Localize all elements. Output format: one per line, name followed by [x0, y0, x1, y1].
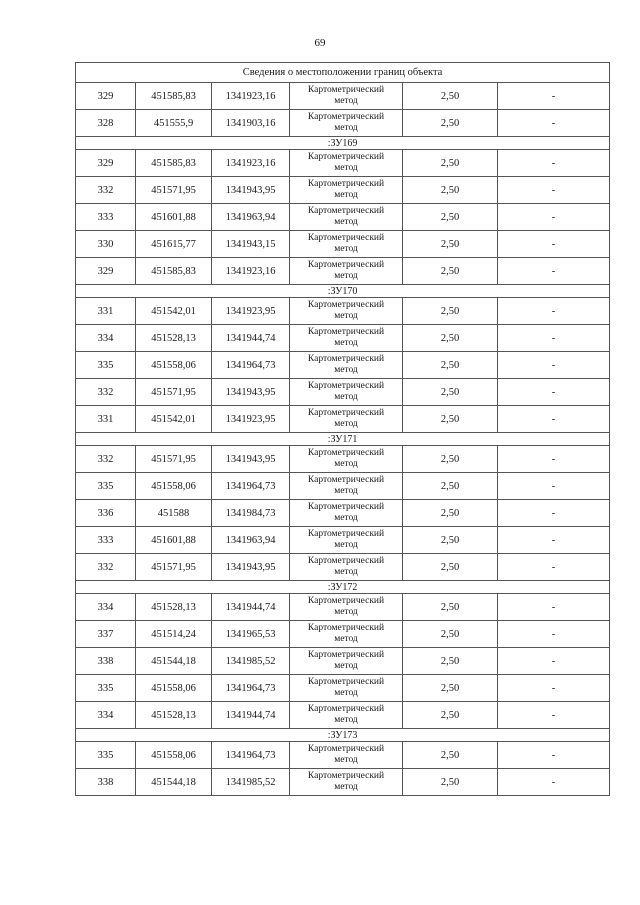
method-cell: [290, 258, 403, 285]
point-number-cell: 335: [76, 742, 136, 769]
point-number-cell: 335: [76, 473, 136, 500]
method-line-1: Картометрический: [307, 529, 385, 539]
table-row: [76, 648, 610, 675]
method-cell: [290, 110, 403, 137]
method-cell: [290, 406, 403, 433]
description-cell: -: [498, 702, 610, 729]
x-coordinate-cell: 451544,18: [136, 769, 212, 796]
y-coordinate-cell: 1341943,15: [212, 231, 290, 258]
description-cell: -: [498, 554, 610, 581]
y-coordinate-cell: 1341943,95: [212, 554, 290, 581]
y-coordinate-cell: 1341923,16: [212, 150, 290, 177]
section-label: :ЗУ171: [76, 433, 610, 446]
y-coordinate-cell: 1341923,16: [212, 258, 290, 285]
point-number-cell: 332: [76, 177, 136, 204]
point-number-cell: 329: [76, 83, 136, 110]
y-coordinate-cell: 1341964,73: [212, 352, 290, 379]
point-number-cell: 329: [76, 150, 136, 177]
description-cell: -: [498, 527, 610, 554]
section-label: :ЗУ170: [76, 285, 610, 298]
x-coordinate-cell: 451601,88: [136, 204, 212, 231]
method-line-2: метод: [334, 271, 358, 281]
method-line-1: Картометрический: [307, 704, 385, 714]
method-line-1: Картометрический: [307, 596, 385, 606]
method-line-1: Картометрический: [307, 556, 385, 566]
method-line-2: метод: [334, 163, 358, 173]
accuracy-cell: 2,50: [403, 769, 498, 796]
method-line-1: Картометрический: [307, 650, 385, 660]
accuracy-cell: 2,50: [403, 298, 498, 325]
x-coordinate-cell: 451528,13: [136, 325, 212, 352]
point-number-cell: 338: [76, 769, 136, 796]
accuracy-cell: 2,50: [403, 177, 498, 204]
method-cell: [290, 325, 403, 352]
point-number-cell: 331: [76, 406, 136, 433]
method-line-1: Картометрический: [307, 354, 385, 364]
description-cell: -: [498, 742, 610, 769]
y-coordinate-cell: 1341985,52: [212, 648, 290, 675]
accuracy-cell: 2,50: [403, 150, 498, 177]
description-cell: -: [498, 298, 610, 325]
method-cell: [290, 702, 403, 729]
x-coordinate-cell: 451588: [136, 500, 212, 527]
method-line-2: метод: [334, 311, 358, 321]
description-cell: -: [498, 621, 610, 648]
method-line-2: метод: [334, 755, 358, 765]
y-coordinate-cell: 1341985,52: [212, 769, 290, 796]
point-number-cell: 332: [76, 379, 136, 406]
method-line-2: метод: [334, 123, 358, 133]
table-row: [76, 621, 610, 648]
table-row: [76, 150, 610, 177]
description-cell: -: [498, 352, 610, 379]
table-row: [76, 379, 610, 406]
y-coordinate-cell: 1341963,94: [212, 204, 290, 231]
accuracy-cell: 2,50: [403, 675, 498, 702]
table-row: [76, 258, 610, 285]
method-cell: [290, 500, 403, 527]
method-line-1: Картометрический: [307, 179, 385, 189]
method-line-2: метод: [334, 688, 358, 698]
method-line-1: Картометрический: [307, 152, 385, 162]
y-coordinate-cell: 1341964,73: [212, 473, 290, 500]
description-cell: -: [498, 500, 610, 527]
table-row: [76, 473, 610, 500]
section-header-row: [76, 285, 610, 298]
method-line-2: метод: [334, 217, 358, 227]
x-coordinate-cell: 451528,13: [136, 702, 212, 729]
method-cell: [290, 742, 403, 769]
description-cell: -: [498, 648, 610, 675]
method-line-2: метод: [334, 190, 358, 200]
x-coordinate-cell: 451528,13: [136, 594, 212, 621]
method-cell: [290, 769, 403, 796]
y-coordinate-cell: 1341923,95: [212, 406, 290, 433]
description-cell: -: [498, 473, 610, 500]
point-number-cell: 335: [76, 352, 136, 379]
method-cell: [290, 231, 403, 258]
method-line-1: Картометрический: [307, 233, 385, 243]
point-number-cell: 334: [76, 702, 136, 729]
method-cell: [290, 621, 403, 648]
method-cell: [290, 177, 403, 204]
method-line-2: метод: [334, 634, 358, 644]
method-line-2: метод: [334, 419, 358, 429]
point-number-cell: 333: [76, 204, 136, 231]
accuracy-cell: 2,50: [403, 406, 498, 433]
x-coordinate-cell: 451558,06: [136, 742, 212, 769]
table-row: [76, 231, 610, 258]
table-row: [76, 352, 610, 379]
x-coordinate-cell: 451571,95: [136, 177, 212, 204]
method-line-2: метод: [334, 365, 358, 375]
table-row: [76, 325, 610, 352]
method-line-2: метод: [334, 782, 358, 792]
method-line-1: Картометрический: [307, 771, 385, 781]
accuracy-cell: 2,50: [403, 83, 498, 110]
method-cell: [290, 594, 403, 621]
point-number-cell: 333: [76, 527, 136, 554]
accuracy-cell: 2,50: [403, 648, 498, 675]
accuracy-cell: 2,50: [403, 204, 498, 231]
method-line-2: метод: [334, 607, 358, 617]
method-line-1: Картометрический: [307, 381, 385, 391]
y-coordinate-cell: 1341943,95: [212, 446, 290, 473]
y-coordinate-cell: 1341965,53: [212, 621, 290, 648]
point-number-cell: 334: [76, 325, 136, 352]
accuracy-cell: 2,50: [403, 446, 498, 473]
table-row: [76, 298, 610, 325]
accuracy-cell: 2,50: [403, 594, 498, 621]
point-number-cell: 330: [76, 231, 136, 258]
accuracy-cell: 2,50: [403, 473, 498, 500]
method-line-1: Картометрический: [307, 744, 385, 754]
method-line-2: метод: [334, 338, 358, 348]
method-line-1: Картометрический: [307, 448, 385, 458]
section-label: :ЗУ169: [76, 137, 610, 150]
method-cell: [290, 352, 403, 379]
method-cell: [290, 675, 403, 702]
y-coordinate-cell: 1341963,94: [212, 527, 290, 554]
description-cell: -: [498, 258, 610, 285]
section-header-row: [76, 433, 610, 446]
x-coordinate-cell: 451601,88: [136, 527, 212, 554]
point-number-cell: 331: [76, 298, 136, 325]
x-coordinate-cell: 451585,83: [136, 150, 212, 177]
table-title-row: [76, 63, 610, 83]
method-line-1: Картометрический: [307, 327, 385, 337]
description-cell: -: [498, 379, 610, 406]
point-number-cell: 334: [76, 594, 136, 621]
description-cell: -: [498, 231, 610, 258]
x-coordinate-cell: 451558,06: [136, 352, 212, 379]
table-title: Сведения о местоположении границ объекта: [76, 63, 610, 83]
x-coordinate-cell: 451544,18: [136, 648, 212, 675]
point-number-cell: 328: [76, 110, 136, 137]
table-row: [76, 769, 610, 796]
point-number-cell: 329: [76, 258, 136, 285]
point-number-cell: 337: [76, 621, 136, 648]
method-line-2: метод: [334, 459, 358, 469]
accuracy-cell: 2,50: [403, 231, 498, 258]
y-coordinate-cell: 1341944,74: [212, 594, 290, 621]
description-cell: -: [498, 594, 610, 621]
description-cell: -: [498, 675, 610, 702]
y-coordinate-cell: 1341923,16: [212, 83, 290, 110]
accuracy-cell: 2,50: [403, 702, 498, 729]
method-cell: [290, 648, 403, 675]
point-number-cell: 338: [76, 648, 136, 675]
method-cell: [290, 446, 403, 473]
x-coordinate-cell: 451555,9: [136, 110, 212, 137]
method-cell: [290, 473, 403, 500]
y-coordinate-cell: 1341944,74: [212, 325, 290, 352]
table-row: [76, 204, 610, 231]
table-row: [76, 110, 610, 137]
table-row: [76, 177, 610, 204]
section-label: :ЗУ172: [76, 581, 610, 594]
table-row: [76, 446, 610, 473]
method-line-1: Картометрический: [307, 475, 385, 485]
method-line-2: метод: [334, 567, 358, 577]
y-coordinate-cell: 1341943,95: [212, 379, 290, 406]
method-line-1: Картометрический: [307, 502, 385, 512]
description-cell: -: [498, 83, 610, 110]
section-header-row: [76, 581, 610, 594]
description-cell: -: [498, 150, 610, 177]
method-line-2: метод: [334, 96, 358, 106]
x-coordinate-cell: 451571,95: [136, 554, 212, 581]
x-coordinate-cell: 451585,83: [136, 258, 212, 285]
method-line-2: метод: [334, 486, 358, 496]
x-coordinate-cell: 451558,06: [136, 473, 212, 500]
method-line-1: Картометрический: [307, 85, 385, 95]
method-line-1: Картометрический: [307, 206, 385, 216]
section-header-row: [76, 729, 610, 742]
point-number-cell: 336: [76, 500, 136, 527]
method-cell: [290, 527, 403, 554]
table-row: [76, 594, 610, 621]
method-cell: [290, 379, 403, 406]
accuracy-cell: 2,50: [403, 621, 498, 648]
x-coordinate-cell: 451542,01: [136, 406, 212, 433]
method-cell: [290, 554, 403, 581]
accuracy-cell: 2,50: [403, 379, 498, 406]
table-row: [76, 702, 610, 729]
x-coordinate-cell: 451585,83: [136, 83, 212, 110]
point-number-cell: 335: [76, 675, 136, 702]
method-line-1: Картометрический: [307, 260, 385, 270]
method-line-2: метод: [334, 513, 358, 523]
table-row: [76, 675, 610, 702]
accuracy-cell: 2,50: [403, 352, 498, 379]
method-line-2: метод: [334, 244, 358, 254]
table-row: [76, 83, 610, 110]
description-cell: -: [498, 769, 610, 796]
point-number-cell: 332: [76, 554, 136, 581]
description-cell: -: [498, 204, 610, 231]
table-row: [76, 500, 610, 527]
x-coordinate-cell: 451615,77: [136, 231, 212, 258]
accuracy-cell: 2,50: [403, 527, 498, 554]
description-cell: -: [498, 177, 610, 204]
point-number-cell: 332: [76, 446, 136, 473]
method-cell: [290, 298, 403, 325]
page-number: 69: [314, 37, 326, 49]
accuracy-cell: 2,50: [403, 742, 498, 769]
y-coordinate-cell: 1341903,16: [212, 110, 290, 137]
method-line-1: Картометрический: [307, 112, 385, 122]
method-line-2: метод: [334, 715, 358, 725]
section-header-row: [76, 137, 610, 150]
method-line-1: Картометрический: [307, 677, 385, 687]
boundary-coordinates-table: [75, 62, 610, 796]
accuracy-cell: 2,50: [403, 554, 498, 581]
table-row: [76, 406, 610, 433]
method-line-1: Картометрический: [307, 300, 385, 310]
x-coordinate-cell: 451542,01: [136, 298, 212, 325]
y-coordinate-cell: 1341984,73: [212, 500, 290, 527]
table-row: [76, 527, 610, 554]
method-line-1: Картометрический: [307, 408, 385, 418]
accuracy-cell: 2,50: [403, 500, 498, 527]
x-coordinate-cell: 451571,95: [136, 446, 212, 473]
section-label: :ЗУ173: [76, 729, 610, 742]
accuracy-cell: 2,50: [403, 110, 498, 137]
description-cell: -: [498, 110, 610, 137]
method-line-2: метод: [334, 540, 358, 550]
accuracy-cell: 2,50: [403, 325, 498, 352]
description-cell: -: [498, 446, 610, 473]
x-coordinate-cell: 451571,95: [136, 379, 212, 406]
method-line-2: метод: [334, 392, 358, 402]
table-row: [76, 742, 610, 769]
x-coordinate-cell: 451558,06: [136, 675, 212, 702]
method-cell: [290, 204, 403, 231]
x-coordinate-cell: 451514,24: [136, 621, 212, 648]
method-cell: [290, 83, 403, 110]
method-line-1: Картометрический: [307, 623, 385, 633]
description-cell: -: [498, 325, 610, 352]
description-cell: -: [498, 406, 610, 433]
y-coordinate-cell: 1341923,95: [212, 298, 290, 325]
y-coordinate-cell: 1341944,74: [212, 702, 290, 729]
table-row: [76, 554, 610, 581]
method-cell: [290, 150, 403, 177]
method-line-2: метод: [334, 661, 358, 671]
accuracy-cell: 2,50: [403, 258, 498, 285]
y-coordinate-cell: 1341964,73: [212, 675, 290, 702]
y-coordinate-cell: 1341964,73: [212, 742, 290, 769]
y-coordinate-cell: 1341943,95: [212, 177, 290, 204]
